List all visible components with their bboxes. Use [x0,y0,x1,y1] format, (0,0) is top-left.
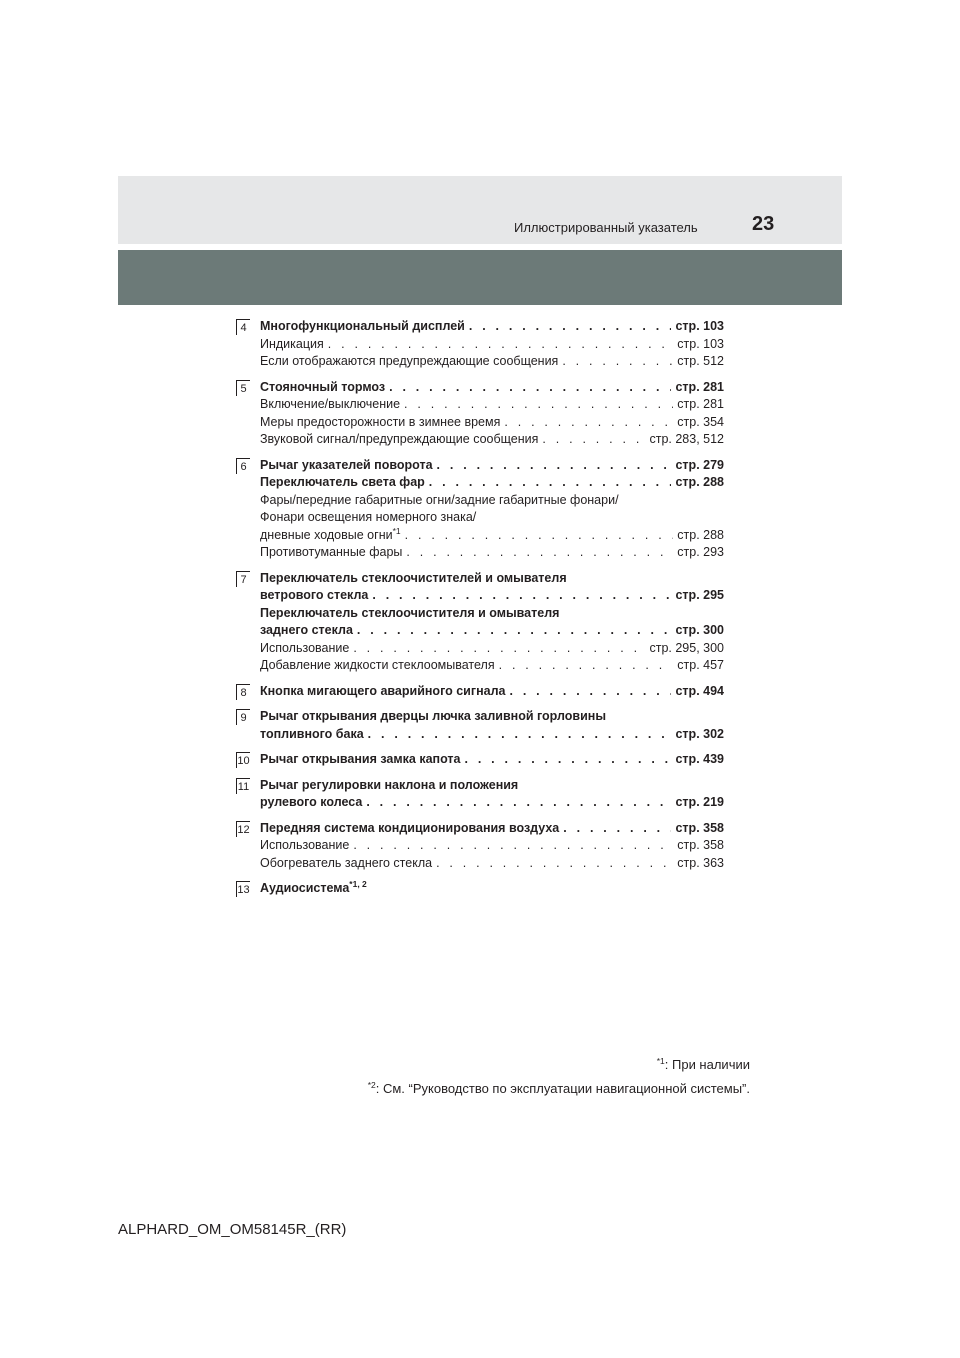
index-heading [260,820,724,838]
dot-leader [499,657,674,675]
page-reference: стр. 300 [675,623,724,637]
index-heading [260,777,724,795]
page-reference: стр. 283, 512 [649,432,724,446]
index-label-text: Добавление жидкости стеклоомывателя [260,658,495,672]
index-entry [236,820,724,873]
index-label [260,544,402,562]
index-label-text: ветрового стекла [260,588,369,602]
footnote-2 [368,1081,750,1096]
index-label-text: Аудиосистема [260,881,350,895]
index-label-text: Рычаг открывания замка капота [260,752,461,766]
index-label [260,820,559,838]
index-label [260,880,367,898]
page-reference: стр. 288 [677,527,724,542]
index-list [236,318,724,906]
page-reference: стр. 363 [677,855,724,870]
index-label [260,527,401,545]
index-label-text: Переключатель света фар [260,475,425,489]
dot-leader [357,622,672,640]
dot-leader [469,318,672,336]
index-heading [260,794,724,812]
page-reference: стр. 288 [675,475,724,489]
page-reference: стр. 103 [675,319,724,333]
entry-number-box: 6 [236,458,250,474]
section-title: Иллюстрированный указатель [514,220,698,235]
index-subitem [260,396,724,414]
index-label [260,509,476,527]
index-heading [260,318,724,336]
entry-number-box: 13 [236,881,250,897]
dot-leader [429,474,672,492]
index-label-text: Индикация [260,336,324,351]
footnote-2-mark: *2 [367,1080,376,1090]
index-label [260,777,518,795]
index-subitem [260,855,724,873]
dot-leader [542,431,645,449]
index-subitem [260,509,724,527]
index-label-text: Рычаг регулировки наклона и положения [260,777,519,792]
index-label [260,587,368,605]
index-heading [260,605,724,623]
index-label-text: Противотуманные фары [260,545,403,559]
index-label [260,353,558,371]
index-label [260,431,538,449]
index-label-text: Использование [260,838,350,852]
index-label [260,336,324,354]
index-subitem [260,657,724,675]
entry-number-box: 11 [236,778,250,794]
index-label [260,751,460,769]
page-reference: стр. 494 [675,683,724,698]
page-reference: стр. 439 [675,752,724,766]
index-label [260,837,349,855]
index-label-text: Кнопка мигающего аварийного сигнала [260,683,506,698]
dot-leader [437,457,672,475]
dot-leader [328,336,673,354]
entry-number-box: 10 [236,752,250,768]
index-label [260,622,353,640]
index-entry [236,751,724,769]
index-label-text: Рычаг указателей поворота [260,457,433,472]
footnote-ref: *1, 2 [349,879,367,889]
index-label [260,396,400,414]
index-label-text: Передняя система кондиционирования воздуха [260,820,560,835]
page-reference: стр. 295 [675,588,724,602]
page-reference: стр. 279 [675,457,724,472]
document-id: ALPHARD_OM_OM58145R_(RR) [118,1221,347,1238]
page-reference: стр. 512 [677,354,724,368]
index-heading [260,622,724,640]
index-label-text: Переключатель стеклоочистителей и омывателя [260,570,567,585]
dot-leader [464,751,671,769]
index-label [260,605,559,623]
header-band [118,176,842,244]
dot-leader [404,396,673,414]
index-heading [260,726,724,744]
page-reference: стр. 281 [675,379,724,394]
page-reference: стр. 103 [677,336,724,351]
dot-leader [406,544,673,562]
index-heading [260,457,724,475]
index-label-text: Стояночный тормоз [260,379,386,394]
index-entry [236,318,724,371]
index-label-text: Звуковой сигнал/предупреждающие сообщения [260,432,539,446]
entry-number-box: 9 [236,709,250,725]
index-subitem [260,837,724,855]
index-label-text: рулевого колеса [260,795,363,809]
index-subitem [260,492,724,510]
page-reference: стр. 358 [677,838,724,852]
index-subitem [260,640,724,658]
index-heading [260,708,724,726]
index-label-text: Использование [260,640,350,655]
index-label-text: топливного бака [260,726,364,741]
index-subitem [260,414,724,432]
index-entry [236,708,724,743]
index-heading [260,880,724,898]
page-reference: стр. 358 [675,820,724,835]
index-label-text: Меры предосторожности в зимнее время [260,414,501,429]
entry-number-box: 7 [236,571,250,587]
index-heading [260,570,724,588]
index-subitem [260,431,724,449]
index-label-text: Рычаг открывания дверцы лючка заливной горловины [260,709,606,723]
index-heading [260,587,724,605]
index-label-text: Включение/выключение [260,397,401,411]
index-label [260,855,432,873]
index-label [260,318,465,336]
index-label [260,708,606,726]
footnote-ref: *1 [392,525,401,536]
entry-number-box: 5 [236,380,250,396]
index-subitem [260,527,724,545]
dot-leader [504,414,673,432]
index-label-text: Многофункциональный дисплей [260,319,465,333]
index-label [260,457,433,475]
index-heading [260,379,724,397]
entry-number-box: 8 [236,684,250,700]
index-label-text: Переключатель стеклоочистителя и омывателя [260,605,560,620]
index-label [260,379,385,397]
dot-leader [436,855,673,873]
page-reference: стр. 354 [677,414,724,429]
index-label [260,414,500,432]
index-label-text: Фары/передние габаритные огни/задние габаритные фонари/ [260,492,619,507]
index-label [260,726,364,744]
index-label [260,683,505,701]
page-reference: стр. 281 [677,397,724,411]
dot-leader [353,837,673,855]
dot-leader [405,527,674,545]
header-bar [118,250,842,305]
index-label [260,474,425,492]
index-label [260,657,495,675]
page-reference: стр. 293 [677,545,724,559]
index-entry [236,683,724,701]
footnote-1-mark: *1 [656,1056,665,1066]
dot-leader [563,820,671,838]
dot-leader [389,379,671,397]
dot-leader [366,794,671,812]
index-subitem [260,336,724,354]
index-heading [260,474,724,492]
index-subitem [260,353,724,371]
index-label-text: дневные ходовые огни [260,527,393,542]
index-label [260,794,362,812]
index-label [260,492,619,510]
index-label-text: заднего стекла [260,623,353,637]
dot-leader [562,353,673,371]
index-entry [236,570,724,675]
index-label-text: Если отображаются предупреждающие сообщения [260,354,559,368]
index-subitem [260,544,724,562]
index-label-text: Обогреватель заднего стекла [260,855,433,870]
footnote-2-text: : См. “Руководство по эксплуатации навигационной системы”. [375,1081,750,1096]
page-reference: стр. 295, 300 [649,640,724,655]
dot-leader [353,640,645,658]
dot-leader [368,726,672,744]
page-reference: стр. 457 [677,658,724,672]
index-entry [236,777,724,812]
index-heading [260,751,724,769]
footnote-1 [657,1057,750,1072]
index-label [260,570,567,588]
dot-leader [372,587,671,605]
index-heading [260,683,724,701]
dot-leader [509,683,671,701]
index-label-text: Фонари освещения номерного знака/ [260,510,477,524]
index-label [260,640,349,658]
entry-number-box: 4 [236,319,250,335]
index-entry [236,379,724,449]
entry-number-box: 12 [236,821,250,837]
index-entry [236,457,724,562]
footnote-1-text: : При наличии [664,1057,750,1072]
page-number: 23 [752,213,775,235]
page-reference: стр. 219 [675,795,724,809]
page-reference: стр. 302 [675,726,724,741]
index-entry [236,880,724,898]
